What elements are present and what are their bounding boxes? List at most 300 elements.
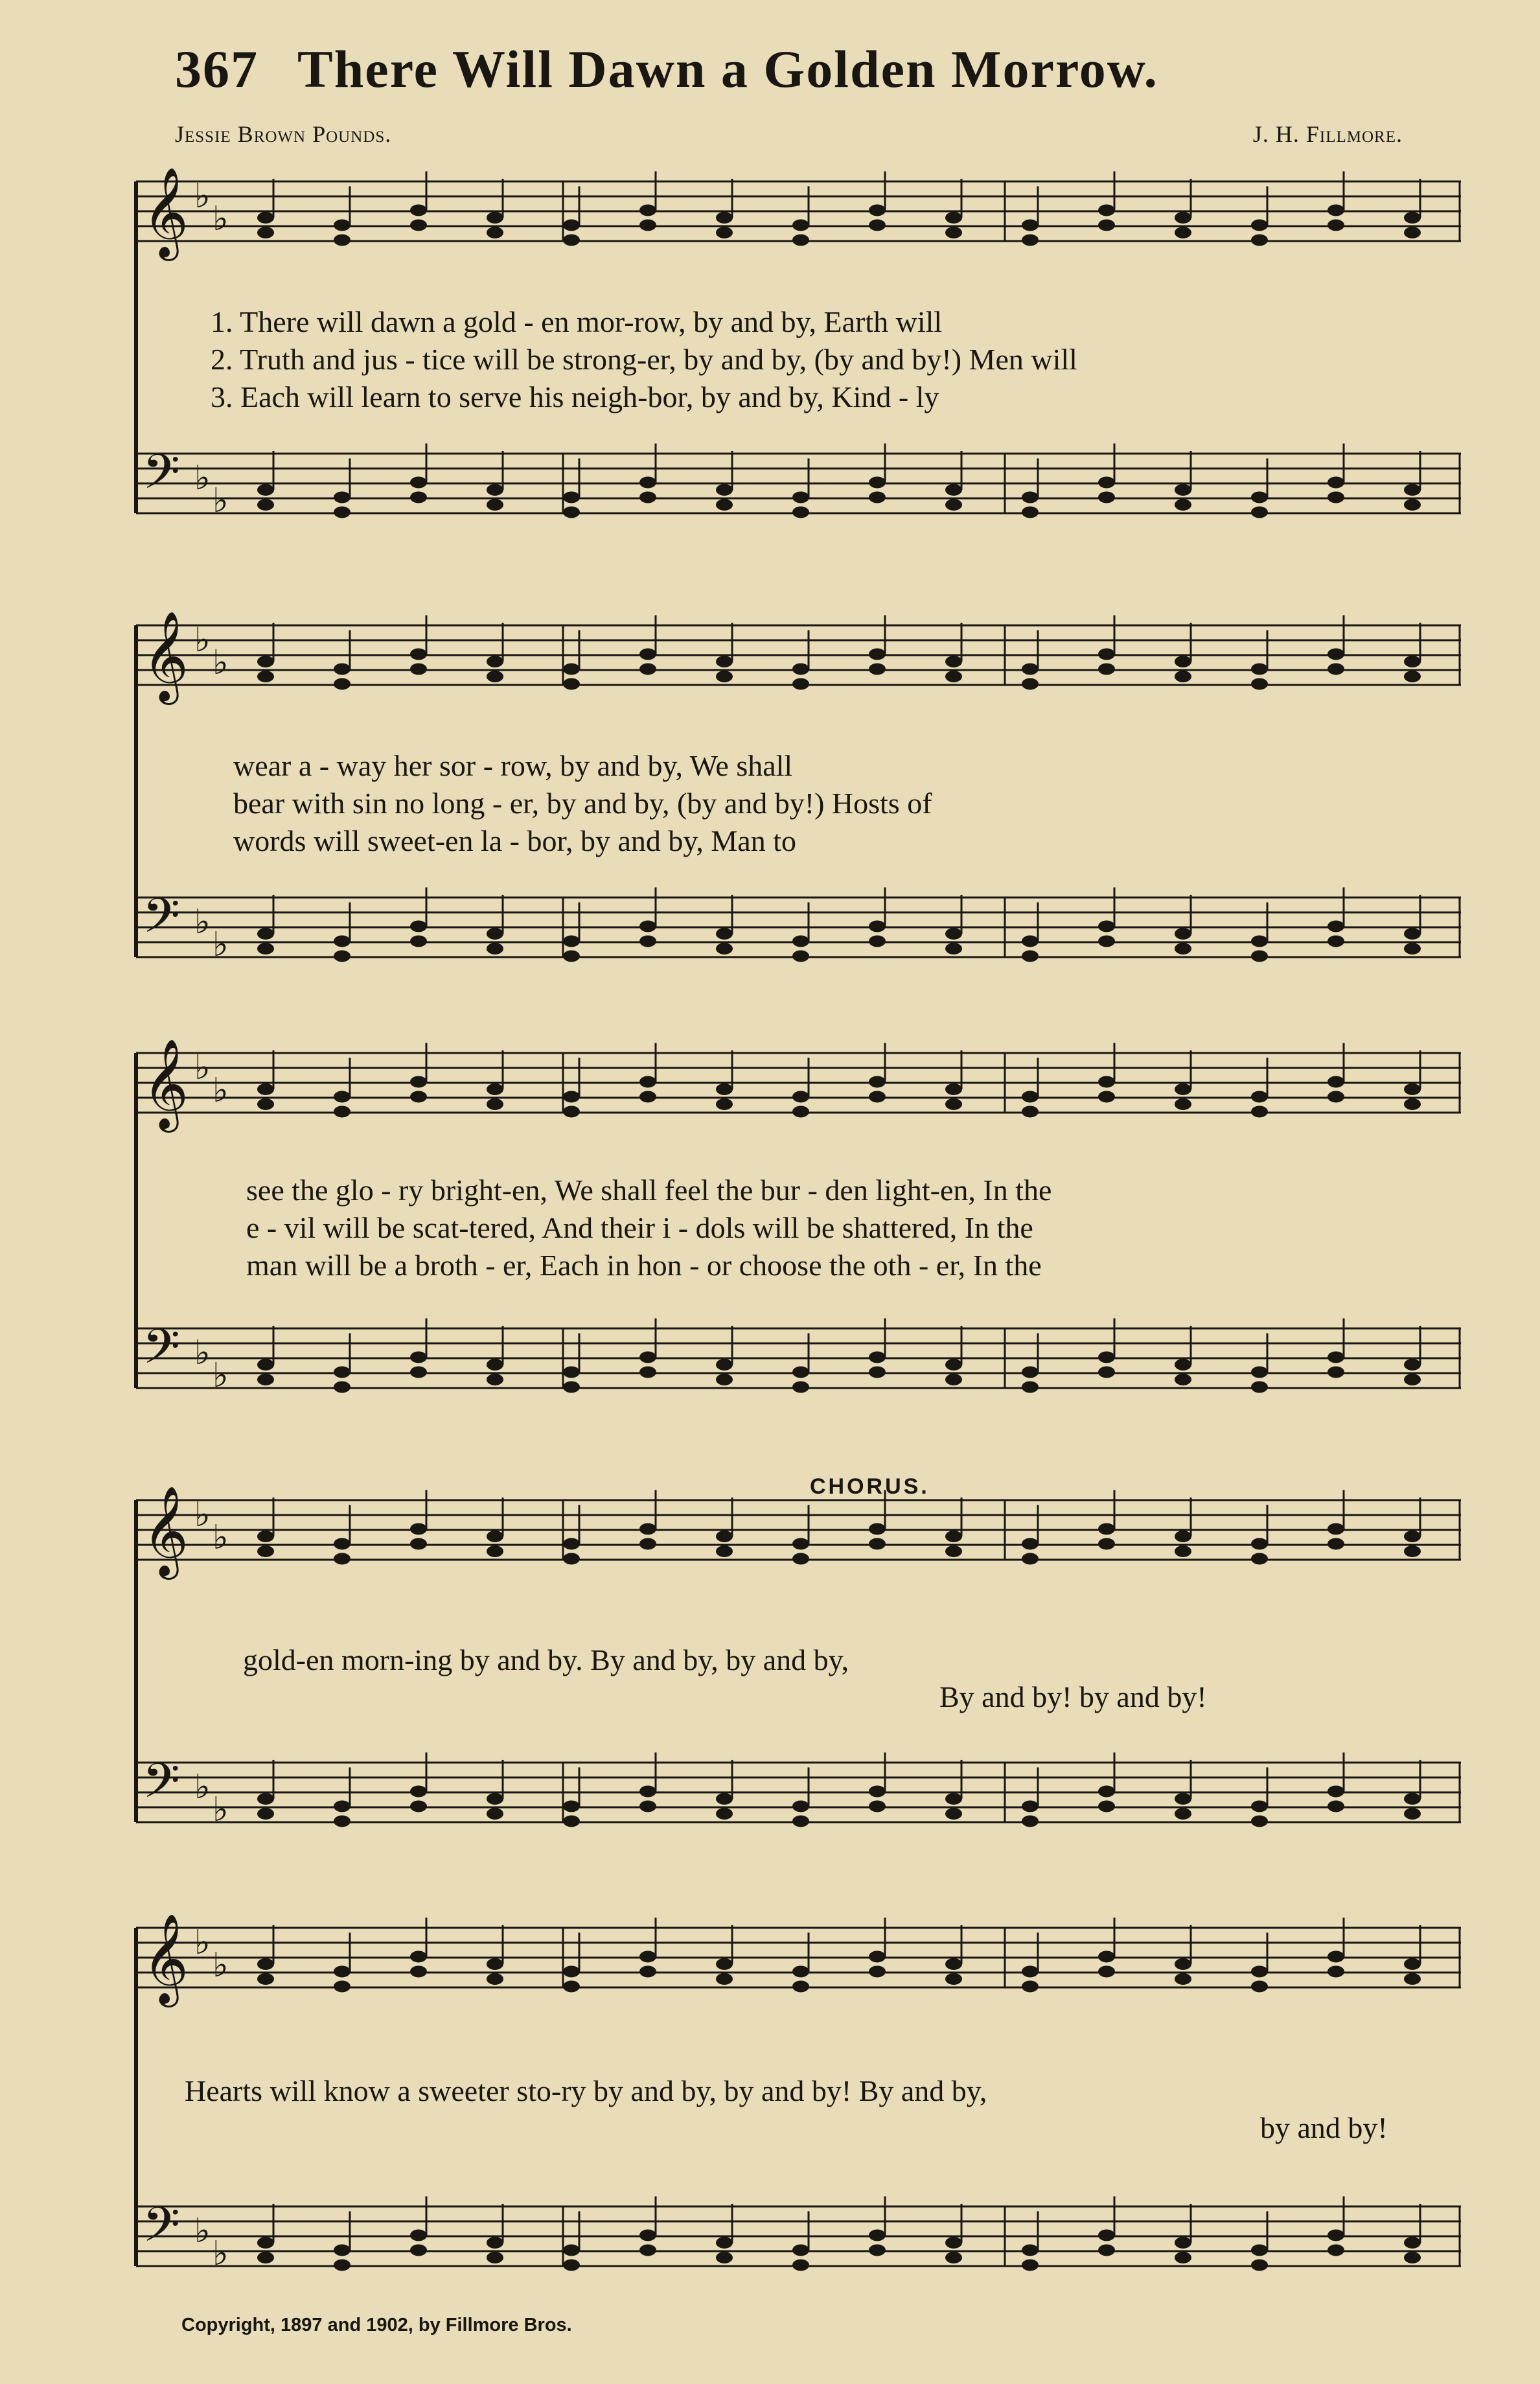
flat-icon: ♭ bbox=[213, 1071, 229, 1110]
notehead bbox=[1175, 227, 1191, 238]
notehead bbox=[410, 1366, 427, 1378]
lyric-chorus-line-2: by and by! bbox=[1260, 2111, 1388, 2144]
notehead bbox=[1098, 2229, 1115, 2241]
notehead bbox=[1022, 1553, 1039, 1564]
notehead bbox=[716, 2237, 733, 2249]
notehead bbox=[869, 1366, 886, 1378]
notehead bbox=[945, 227, 962, 238]
notehead bbox=[563, 1980, 580, 1992]
notehead bbox=[563, 491, 580, 503]
notehead bbox=[869, 204, 886, 216]
notehead bbox=[639, 1366, 656, 1378]
notehead bbox=[1022, 1091, 1039, 1102]
notehead bbox=[945, 2237, 962, 2249]
notehead bbox=[792, 950, 809, 962]
notehead bbox=[487, 1973, 503, 1985]
hymn-title: There Will Dawn a Golden Morrow. bbox=[297, 40, 1158, 98]
notehead bbox=[1327, 1538, 1344, 1549]
notehead bbox=[1327, 1800, 1344, 1812]
notehead bbox=[410, 1076, 427, 1087]
notehead bbox=[716, 499, 733, 511]
flat-icon: ♭ bbox=[194, 1768, 211, 1807]
notehead bbox=[257, 928, 274, 940]
notehead bbox=[945, 484, 962, 496]
notehead bbox=[410, 1965, 427, 1977]
notehead bbox=[563, 1800, 580, 1812]
notehead bbox=[869, 1076, 886, 1087]
notehead bbox=[410, 1800, 427, 1812]
notehead bbox=[257, 1973, 274, 1985]
notehead bbox=[792, 234, 809, 246]
notehead bbox=[334, 506, 351, 518]
notehead bbox=[334, 1105, 351, 1117]
notehead bbox=[945, 1098, 962, 1110]
notehead bbox=[257, 484, 274, 496]
notehead bbox=[1175, 1098, 1191, 1110]
notehead bbox=[792, 1366, 809, 1378]
notehead bbox=[1098, 1950, 1115, 1962]
notehead bbox=[869, 1785, 886, 1797]
notehead bbox=[1098, 219, 1115, 231]
notehead bbox=[1327, 219, 1344, 231]
notehead bbox=[792, 1980, 809, 1992]
notehead bbox=[792, 678, 809, 689]
notehead bbox=[1404, 1545, 1421, 1557]
notehead bbox=[869, 1091, 886, 1102]
notehead bbox=[792, 2244, 809, 2256]
notehead bbox=[257, 499, 274, 511]
notehead bbox=[410, 491, 427, 503]
notehead bbox=[869, 1950, 886, 1962]
notehead bbox=[257, 1359, 274, 1371]
notehead bbox=[487, 1359, 503, 1371]
notehead bbox=[334, 219, 351, 231]
notehead bbox=[1327, 491, 1344, 503]
notehead bbox=[716, 671, 733, 682]
notehead bbox=[487, 1374, 503, 1385]
notehead bbox=[869, 219, 886, 231]
flat-icon: ♭ bbox=[194, 177, 211, 216]
flat-icon: ♭ bbox=[194, 2212, 211, 2251]
notehead bbox=[1327, 1366, 1344, 1378]
notehead bbox=[487, 1958, 503, 1970]
notehead bbox=[410, 935, 427, 947]
notehead bbox=[792, 491, 809, 503]
notehead bbox=[1175, 1958, 1191, 1970]
notehead bbox=[487, 2252, 503, 2263]
notehead bbox=[1327, 2244, 1344, 2256]
notehead bbox=[1175, 928, 1191, 940]
notehead bbox=[563, 234, 580, 246]
notehead bbox=[1022, 491, 1039, 503]
notehead bbox=[1327, 935, 1344, 947]
notehead bbox=[1327, 1523, 1344, 1534]
notehead bbox=[1404, 671, 1421, 682]
notehead bbox=[563, 1815, 580, 1827]
notehead bbox=[334, 1980, 351, 1992]
notehead bbox=[792, 1105, 809, 1117]
notehead bbox=[1404, 656, 1421, 667]
notehead bbox=[716, 656, 733, 667]
notehead bbox=[1251, 1366, 1268, 1378]
notehead bbox=[1327, 920, 1344, 932]
notehead bbox=[257, 1808, 274, 1820]
lyric-verse-3: words will sweet-en la - bor, by and by, Man to bbox=[233, 824, 796, 857]
notehead bbox=[1175, 1359, 1191, 1371]
notehead bbox=[792, 1815, 809, 1827]
notehead bbox=[334, 663, 351, 675]
notehead bbox=[1098, 1091, 1115, 1102]
notehead bbox=[563, 1105, 580, 1117]
flat-icon: ♭ bbox=[213, 643, 229, 682]
notehead bbox=[257, 2237, 274, 2249]
notehead bbox=[1022, 234, 1039, 246]
notehead bbox=[410, 219, 427, 231]
notehead bbox=[563, 935, 580, 947]
notehead bbox=[1098, 920, 1115, 932]
notehead bbox=[1098, 476, 1115, 488]
notehead bbox=[869, 920, 886, 932]
notehead bbox=[563, 1965, 580, 1977]
notehead bbox=[1404, 1958, 1421, 1970]
notehead bbox=[257, 1098, 274, 1110]
notehead bbox=[639, 2244, 656, 2256]
notehead bbox=[792, 2259, 809, 2271]
notehead bbox=[487, 1808, 503, 1820]
notehead bbox=[792, 935, 809, 947]
notehead bbox=[334, 1553, 351, 1564]
copyright-notice: Copyright, 1897 and 1902, by Fillmore Bros. bbox=[181, 2315, 572, 2335]
notehead bbox=[945, 499, 962, 511]
notehead bbox=[1404, 499, 1421, 511]
notehead bbox=[1175, 1793, 1191, 1805]
notehead bbox=[1175, 1973, 1191, 1985]
notehead bbox=[1175, 943, 1191, 955]
notehead bbox=[257, 1374, 274, 1385]
notehead bbox=[1098, 1523, 1115, 1534]
notehead bbox=[1022, 1815, 1039, 1827]
notehead bbox=[1404, 1793, 1421, 1805]
flat-icon: ♭ bbox=[213, 1518, 229, 1557]
treble-clef-icon: 𝄞 bbox=[143, 612, 189, 701]
hymn-number-and-title bbox=[175, 39, 1197, 100]
notehead bbox=[1175, 671, 1191, 682]
notehead bbox=[487, 1793, 503, 1805]
notehead bbox=[1327, 204, 1344, 216]
notehead bbox=[563, 1091, 580, 1102]
notehead bbox=[563, 1381, 580, 1393]
flat-icon: ♭ bbox=[213, 481, 229, 520]
notehead bbox=[639, 2229, 656, 2241]
notehead bbox=[869, 935, 886, 947]
notehead bbox=[410, 476, 427, 488]
notehead bbox=[639, 920, 656, 932]
notehead bbox=[716, 227, 733, 238]
notehead bbox=[1251, 678, 1268, 689]
notehead bbox=[1022, 1105, 1039, 1117]
notehead bbox=[257, 1793, 274, 1805]
notehead bbox=[945, 1531, 962, 1542]
notehead bbox=[1404, 1808, 1421, 1820]
notehead bbox=[1022, 950, 1039, 962]
notehead bbox=[716, 1958, 733, 1970]
notehead bbox=[792, 1091, 809, 1102]
notehead bbox=[1251, 1980, 1268, 1992]
notehead bbox=[639, 476, 656, 488]
notehead bbox=[1404, 227, 1421, 238]
flat-icon: ♭ bbox=[213, 200, 229, 238]
notehead bbox=[869, 1351, 886, 1363]
notehead bbox=[945, 1793, 962, 1805]
notehead bbox=[792, 1800, 809, 1812]
bass-clef-icon: 𝄢 bbox=[143, 1319, 180, 1387]
notehead bbox=[334, 1815, 351, 1827]
notehead bbox=[945, 671, 962, 682]
notehead bbox=[869, 491, 886, 503]
notehead bbox=[1404, 1098, 1421, 1110]
notehead bbox=[1251, 1965, 1268, 1977]
notehead bbox=[945, 1374, 962, 1385]
notehead bbox=[1327, 1950, 1344, 1962]
notehead bbox=[563, 1553, 580, 1564]
notehead bbox=[487, 656, 503, 667]
bass-clef-icon: 𝄢 bbox=[143, 444, 180, 512]
notehead bbox=[1404, 1083, 1421, 1095]
treble-clef-icon: 𝄞 bbox=[143, 168, 189, 257]
notehead bbox=[945, 2252, 962, 2263]
notehead bbox=[1327, 663, 1344, 675]
notehead bbox=[1022, 1538, 1039, 1549]
notehead bbox=[1175, 656, 1191, 667]
notehead bbox=[1404, 1359, 1421, 1371]
notehead bbox=[792, 1381, 809, 1393]
notehead bbox=[1022, 219, 1039, 231]
notehead bbox=[716, 943, 733, 955]
music-system-1 bbox=[123, 168, 1461, 583]
flat-icon: ♭ bbox=[194, 621, 211, 660]
notehead bbox=[869, 1523, 886, 1534]
notehead bbox=[563, 219, 580, 231]
flat-icon: ♭ bbox=[194, 459, 211, 498]
notehead bbox=[716, 1083, 733, 1095]
notehead bbox=[257, 212, 274, 224]
music-system-4 bbox=[123, 1471, 1461, 1860]
notehead bbox=[1098, 1965, 1115, 1977]
lyric-verse-3: 3. Each will learn to serve his neigh-bor, by and by, Kind - ly bbox=[211, 380, 939, 413]
notehead bbox=[410, 1091, 427, 1102]
notehead bbox=[257, 656, 274, 667]
notehead bbox=[487, 671, 503, 682]
notehead bbox=[563, 678, 580, 689]
lyric-verse-2: bear with sin no long - er, by and by, (by and by!) Hosts of bbox=[233, 787, 932, 820]
notehead bbox=[1404, 484, 1421, 496]
notehead bbox=[639, 648, 656, 660]
notehead bbox=[1404, 2237, 1421, 2249]
notehead bbox=[410, 920, 427, 932]
notehead bbox=[257, 1531, 274, 1542]
notehead bbox=[639, 663, 656, 675]
notehead bbox=[1251, 1538, 1268, 1549]
notehead bbox=[792, 1553, 809, 1564]
notehead bbox=[869, 1800, 886, 1812]
notehead bbox=[563, 506, 580, 518]
notehead bbox=[1404, 2252, 1421, 2263]
notehead bbox=[1251, 234, 1268, 246]
notehead bbox=[869, 663, 886, 675]
notehead bbox=[1022, 663, 1039, 675]
notehead bbox=[945, 1958, 962, 1970]
notehead bbox=[1251, 1381, 1268, 1393]
notehead bbox=[563, 1538, 580, 1549]
notehead bbox=[1098, 1351, 1115, 1363]
notehead bbox=[410, 2229, 427, 2241]
notehead bbox=[487, 1083, 503, 1095]
notehead bbox=[563, 2259, 580, 2271]
notehead bbox=[487, 1531, 503, 1542]
notehead bbox=[716, 484, 733, 496]
notehead bbox=[1251, 1800, 1268, 1812]
lyric-chorus-line-1: gold-en morn-ing by and by. By and by, by and by, bbox=[243, 1643, 849, 1676]
notehead bbox=[1327, 1785, 1344, 1797]
notehead bbox=[1327, 1076, 1344, 1087]
notehead bbox=[1098, 1800, 1115, 1812]
composer: J. H. Fillmore. bbox=[1252, 121, 1403, 147]
notehead bbox=[1251, 2244, 1268, 2256]
notehead bbox=[869, 648, 886, 660]
notehead bbox=[487, 499, 503, 511]
notehead bbox=[487, 943, 503, 955]
notehead bbox=[1098, 1366, 1115, 1378]
notehead bbox=[1251, 1815, 1268, 1827]
notehead bbox=[1022, 678, 1039, 689]
notehead bbox=[716, 1973, 733, 1985]
notehead bbox=[639, 1523, 656, 1534]
notehead bbox=[334, 2244, 351, 2256]
notehead bbox=[1251, 2259, 1268, 2271]
notehead bbox=[792, 1965, 809, 1977]
notehead bbox=[1404, 1531, 1421, 1542]
notehead bbox=[334, 950, 351, 962]
notehead bbox=[1022, 1980, 1039, 1992]
music-system-5 bbox=[123, 1899, 1461, 2300]
notehead bbox=[716, 928, 733, 940]
flat-icon: ♭ bbox=[213, 1790, 229, 1829]
notehead bbox=[1327, 1965, 1344, 1977]
notehead bbox=[792, 219, 809, 231]
lyric-verse-1: 1. There will dawn a gold - en mor-row, by and by, Earth will bbox=[211, 305, 943, 338]
lyric-verse-2: 2. Truth and jus - tice will be strong-er, by and by, (by and by!) Men will bbox=[211, 343, 1077, 376]
notehead bbox=[639, 1538, 656, 1549]
notehead bbox=[334, 491, 351, 503]
notehead bbox=[1098, 648, 1115, 660]
notehead bbox=[1251, 663, 1268, 675]
notehead bbox=[257, 1545, 274, 1557]
notehead bbox=[945, 656, 962, 667]
notehead bbox=[334, 2259, 351, 2271]
notehead bbox=[1175, 1374, 1191, 1385]
flat-icon: ♭ bbox=[194, 1496, 211, 1534]
notehead bbox=[487, 1545, 503, 1557]
notehead bbox=[639, 219, 656, 231]
notehead bbox=[257, 1958, 274, 1970]
notehead bbox=[945, 1545, 962, 1557]
notehead bbox=[410, 1523, 427, 1534]
bass-clef-icon: 𝄢 bbox=[143, 2197, 180, 2265]
notehead bbox=[1022, 2259, 1039, 2271]
notehead bbox=[410, 1351, 427, 1363]
notehead bbox=[1251, 219, 1268, 231]
notehead bbox=[487, 1098, 503, 1110]
chorus-label: CHORUS. bbox=[810, 1474, 930, 1499]
notehead bbox=[1175, 484, 1191, 496]
notehead bbox=[639, 204, 656, 216]
notehead bbox=[945, 212, 962, 224]
notehead bbox=[1022, 506, 1039, 518]
notehead bbox=[1251, 935, 1268, 947]
notehead bbox=[1098, 491, 1115, 503]
notehead bbox=[1404, 1374, 1421, 1385]
notehead bbox=[716, 212, 733, 224]
notehead bbox=[716, 1374, 733, 1385]
notehead bbox=[1404, 928, 1421, 940]
notehead bbox=[563, 663, 580, 675]
notehead bbox=[334, 678, 351, 689]
notehead bbox=[869, 1538, 886, 1549]
notehead bbox=[487, 212, 503, 224]
notehead bbox=[1175, 2237, 1191, 2249]
notehead bbox=[1327, 648, 1344, 660]
notehead bbox=[869, 2244, 886, 2256]
notehead bbox=[1327, 1091, 1344, 1102]
notehead bbox=[257, 2252, 274, 2263]
notehead bbox=[1098, 935, 1115, 947]
notehead bbox=[869, 2229, 886, 2241]
notehead bbox=[1404, 212, 1421, 224]
music-system-2 bbox=[123, 612, 1461, 1027]
notehead bbox=[1022, 1381, 1039, 1393]
notehead bbox=[1098, 663, 1115, 675]
notehead bbox=[1251, 1553, 1268, 1564]
notehead bbox=[716, 1808, 733, 1820]
notehead bbox=[1404, 943, 1421, 955]
notehead bbox=[334, 234, 351, 246]
notehead bbox=[639, 1800, 656, 1812]
notehead bbox=[1251, 1091, 1268, 1102]
notehead bbox=[334, 1091, 351, 1102]
notehead bbox=[1251, 1105, 1268, 1117]
notehead bbox=[1022, 2244, 1039, 2256]
notehead bbox=[1251, 950, 1268, 962]
lyric-chorus-line-1: Hearts will know a sweeter sto-ry by and by, by and by! By and by, bbox=[185, 2074, 987, 2107]
notehead bbox=[945, 1973, 962, 1985]
notehead bbox=[869, 476, 886, 488]
notehead bbox=[792, 506, 809, 518]
notehead bbox=[334, 1538, 351, 1549]
notehead bbox=[1175, 1808, 1191, 1820]
notehead bbox=[334, 1366, 351, 1378]
notehead bbox=[1098, 204, 1115, 216]
notehead bbox=[639, 1351, 656, 1363]
notehead bbox=[716, 1359, 733, 1371]
notehead bbox=[257, 227, 274, 238]
notehead bbox=[1098, 1076, 1115, 1087]
bass-clef-icon: 𝄢 bbox=[143, 888, 180, 956]
notehead bbox=[1327, 476, 1344, 488]
notehead bbox=[334, 935, 351, 947]
notehead bbox=[945, 928, 962, 940]
notehead bbox=[716, 1098, 733, 1110]
notehead bbox=[1175, 499, 1191, 511]
